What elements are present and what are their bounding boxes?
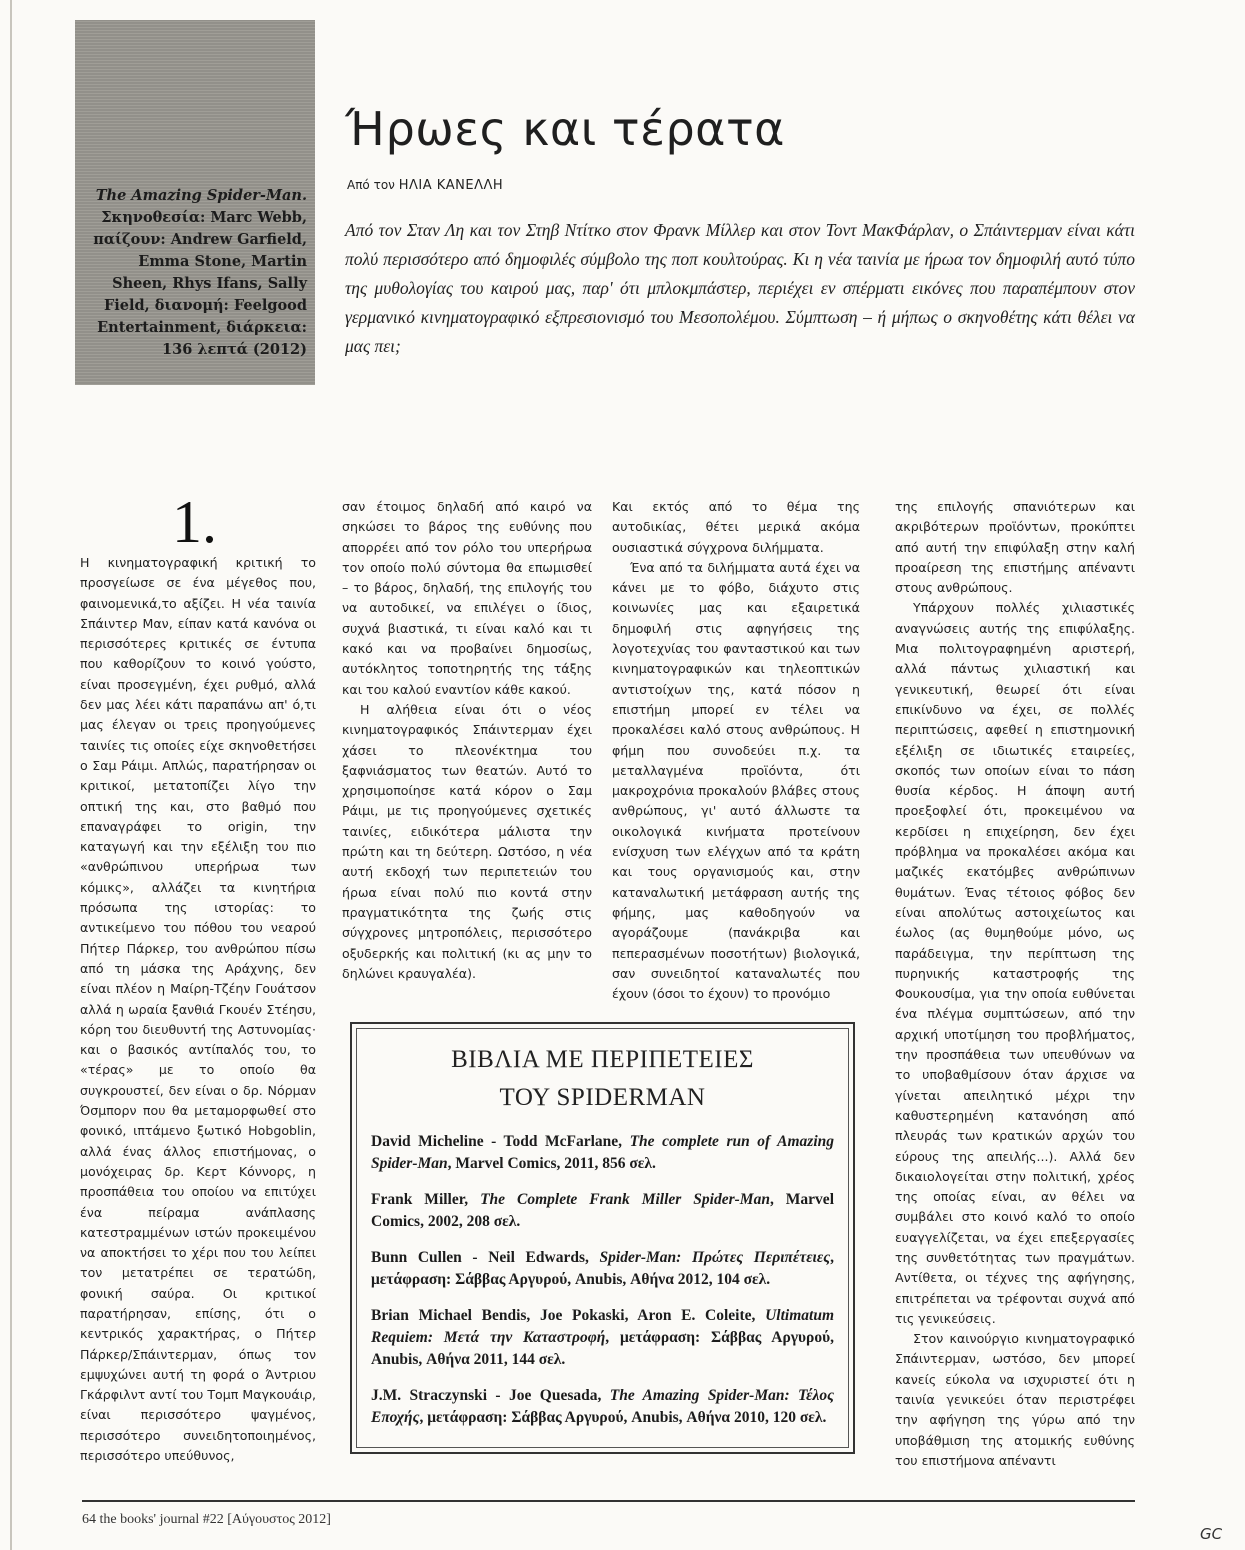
book-details: , μετάφραση: Σάββας Αργυρού, Anubis, Αθήνα 2011, 144 σελ. [371,1329,834,1368]
page-edge [10,0,12,1550]
scanner-mark: GC [1200,1525,1223,1543]
book-authors: David Micheline - Todd McFarlane, [371,1133,623,1150]
paragraph: Η αλήθεια είναι ότι ο νέος κινηματογραφικός Σπάιντερμαν έχει χάσει το πλεονέκτημα του ξαφνιάσματος των θεατών. Αυτό το χρησιμοποίησε κατά κόρον ο Σαμ Ράιμι, με τις προηγούμενες σχετικές ταινίες, ειδικότερα μάλιστα την πρώτη και τη δεύτερη. Ωστόσο, η νέα αυτή εκδοχή των περιπετειών του ήρωα είναι πολύ πιο κοντά στην πραγματικότητα της ζωής στις σύγχρονες μητροπόλεις, περισσότερο οξυδερκής και πολιτική (κι ας μην το δηλώνει κραυγαλέα). [342,701,592,981]
book-authors: J.M. Straczynski - Joe Quesada, [371,1387,602,1404]
book-entry [371,1131,834,1175]
book-authors: Frank Miller, [371,1191,469,1208]
book-details: , Marvel Comics, 2011, 856 σελ. [447,1155,656,1172]
film-title: The Amazing Spider-Man. [95,187,307,204]
paragraph: Υπάρχουν πολλές χιλιαστικές αναγνώσεις αυτής της επιφύλαξης. Μια πολιτογραφημένη αριστερή, αλλά πάντως χιλιαστική και γενικευτική, θεωρεί ότι είναι επικίνδυνο να έχει, σε πολλές περιπτώσεις, αφεθεί η επιστημονική εξέλιξη σε ιδιωτικές εταιρείες, σκοπός των οποίων είναι το πάση θυσία κέρδος. Η άποψη αυτή προεξοφλεί ότι, προκειμένου να κερδίσει η επιχείρηση, δεν έχει πρόβλημα να προκαλέσει ακόμα και μαζικές εκατόμβες ανθρώπινων θυμάτων. Ένας τέτοιος φόβος δεν είναι απολύτως αστοιχείωτος και έωλος (ας θυμηθούμε μόνο, ως παράδειγμα, την περίπτωση της πυρηνικής καταστροφής της Φουκουσίμα, για την οποία ευθύνεται ένα πλέγμα συμπτώσεων, από την αρχική υποτίμηση του προβλήματος, την προσπάθεια των υπευθύνων να το υποβαθμίσουν όταν άρχισε να γίνεται απειλητικό μέχρι την καθυστερημένη κατανόηση από πλευράς των κρατικών αρχών του εύρους της απειλής...). Αλλά δεν δικαιολογείται στην πολιτική, χρέος της οποίας είναι, αν θέλει να συμβάλει στο κοινό καλό το οποίο ευαγγελίζεται, να έχει επεξεργασίες της συνθετότητας των πραγμάτων. Αντίθετα, οι τέχνες της αφήγησης, επιτρέπεται να τρέφονται συχνά από τις γενικεύσεις. [895,600,1135,1326]
book-title: Spider-Man: Πρώτες Περιπέτειες [599,1249,831,1266]
book-list-title-line1: ΒΙΒΛΙΑ ΜΕ ΠΕΡΙΠΕΤΕΙΕΣ [451,1046,754,1073]
book-title: The complete run of Amazing Spider-Man [371,1133,834,1172]
book-details: , Marvel Comics, 2002, 208 σελ. [371,1191,834,1230]
book-authors: Bunn Cullen - Neil Edwards, [371,1249,589,1266]
byline [347,178,503,193]
section-number: 1. [172,489,217,555]
paragraph: Και εκτός από το θέμα της αυτοδικίας, θέτει μερικά ακόμα ουσιαστικά σύγχρονα διλήμματα. [612,499,860,555]
film-info-box [75,20,315,385]
book-authors: Brian Michael Bendis, Joe Pokaski, Aron E. Coleite, [371,1307,756,1324]
book-list-title [357,1041,848,1117]
film-credits: Σκηνοθεσία: Marc Webb, παίζουν: Andrew Garfield, Emma Stone, Martin Sheen, Rhys Ifans, Sally Field, διανομή: Feelgood Entertainment, διάρκεια: 136 λεπτά (2012) [93,209,307,358]
book-details: , μετάφραση: Σάββας Αργυρού, Anubis, Αθήνα 2010, 120 σελ. [419,1409,827,1426]
book-list-box [350,1022,855,1454]
book-list-title-line2: ΤΟΥ SPIDERMAN [499,1084,706,1111]
text-column-1 [80,553,316,1466]
paragraph: Η κινηματογραφική κριτική το προσγείωσε σε ένα μέγεθος που, φαινομενικά,το αξίζει. Η νέα ταινία Σπάιντερ Μαν, είπαν κατά κανόνα οι περισσότερες κριτικές σε έντυπα που καθορίζουν το κοινό γούστο, είναι προσεγμένη, έχει ρυθμό, αλλά δεν μας λέει κάτι παραπάνω απ' ό,τι μας έλεγαν οι τρεις προηγούμενες ταινίες τις οποίες είχε σκηνοθετήσει ο Σαμ Ράιμι. Απλώς, παρατήρησαν οι κριτικοί, μετατοπίζει λίγο την οπτική της και, στο βαθμό που επαναγράφει το origin, την καταγωγή και την εξέλιξη του πιο «ανθρώπινου υπερήρωα των κόμικς», αλλάζει τα κινητήρια πρόσωπα της ιστορίας: το αντικείμενο του πόθου του νεαρού Πήτερ Πάρκερ, του ανθρώπου πίσω από τη μάσκα της Αράχνης, δεν είναι πλέον η Μαίρη-Τζέην Γουάτσον αλλά η ωραία ξανθιά Γκουέν Στέησυ, κόρη του διευθυντή της Αστυνομίας· και ο βασικός αντίπαλός του, το «τέρας» με το οποίο θα συγκρουστεί, δεν είναι ο δρ. Νόρμαν Όσμπορν που θα μεταμορφωθεί στο φονικό, ιπτάμενο ξωτικό Hobgoblin, αλλά ένας άλλος επιστήμονας, ο μονόχειρας δρ. Κερτ Κόννορς, η προσπάθεια του οποίου να επιτύχει ένα πείραμα ανάπλασης κατεστραμμένων ιστών προκειμένου να αποκτήσει το χέρι που του λείπει τον μετατρέπει σε τερατώδη, φονική σαύρα. Οι κριτικοί παρατήρησαν, επίσης, ότι ο κεντρικός χαρακτήρας, ο Πήτερ Πάρκερ/Σπάιντερμαν, όπως τον εμψυχώνει αυτή τη φορά ο Άντριου Γκάρφιλντ αντί του Τομπ Μαγκουάιρ, είναι περισσότερο ψαγμένος, περισσότερο συνειδητοποιημένος, περισσότερο υπεύθυνος, [80,555,316,1464]
paragraph: Στον καινούργιο κινηματογραφικό Σπάιντερμαν, ωστόσο, δεν μπορεί κανείς εύκολα να ισχυριστεί ότι η ταινία γενικεύει όταν περιστρέφει την αφήγηση της γύρω από την υποβάθμιση της ατομικής ευθύνης του επιστήμονα απέναντι [895,1331,1135,1468]
paragraph: της επιλογής σπανιότερων και ακριβότερων προϊόντων, προκύπτει από αυτή την επιφύλαξη στην καλή προαίρεση της επιστήμης απέναντι στους ανθρώπους. [895,499,1135,596]
book-title: The Complete Frank Miller Spider-Man [480,1191,770,1208]
paragraph: σαν έτοιμος δηλαδή από καιρό να σηκώσει το βάρος της ευθύνης που απορρέει από τον ρόλο του υπερήρωα τον οποίο πολύ σύντομα θα επωμισθεί – το βάρος, δηλαδή, της επιλογής του να αυτοδικεί, να επιλέγει ο ίδιος, συχνά βιαστικά, τι είναι καλό και τι κακό και να προβαίνει δημοσίως, αυτόκλητος τοποτηρητής της τάξης και του καλού εναντίον κάθε κακού. [342,499,592,697]
film-info-text [81,185,307,361]
paragraph: Ένα από τα διλήμματα αυτά έχει να κάνει με το φόβο, διάχυτο στις κοινωνίες μας και εξαιρετικά δημοφιλή στις αφηγήσεις της λογοτεχνίας του φανταστικού και των κινηματογραφικών και τηλεοπτικών αντιστοίχων της, κατά πόσον η επιστήμη μπορεί εν τέλει να προκαλέσει καλό στους ανθρώπους. Η φήμη που συνοδεύει π.χ. τα μεταλλαγμένα προϊόντα, ότι μακροχρόνια προκαλούν βλάβες στους ανθρώπους, γι' αυτό άλλωστε τα οικολογικά κινήματα προτείνουν ενίσχυση των ελέγχων από τα κράτη και τους οργανισμούς και, στην καταναλωτική μετάφραση αυτής της φήμης, μας καθοδηγούν να αγοράζουμε (πανάκριβα και πεπερασμένων ποσοτήτων) βιολογικά, σαν συνειδητοί καταναλωτές που έχουν (όσοι το έχουν) το προνόμιο [612,559,860,1002]
article-lede: Από τον Σταν Λη και τον Στηβ Ντίτκο στον Φρανκ Μίλλερ και στον Τοντ ΜακΦάρλαν, ο Σπάιντερμαν είναι κάτι πολύ περισσότερο από δημοφιλές σύμβολο της ποπ κουλτούρας. Κι η νέα ταινία με ήρωα τον δημοφιλή αυτό τύπο της μυθολογίας του καιρού μας, παρ' ότι μπλοκμπάστερ, περιέχει εν σπέρματι εικόνες που παραπέμπουν στον γερμανικό κινηματογραφικό εξπρεσιονισμό του Μεσοπολέμου. Σύμπτωση – ή μήπως ο σκηνοθέτης κάτι θέλει να μας πει; [345,220,1135,356]
article-headline: Ήρωες και τέρατα [345,102,785,156]
text-column-2 [342,497,592,992]
book-entry [371,1305,834,1371]
book-list-inner-frame [356,1028,849,1448]
book-details: , μετάφραση: Σάββας Αργυρού, Anubis, Αθήνα 2012, 104 σελ. [371,1249,835,1288]
text-column-3 [612,497,860,1002]
book-entry [371,1247,834,1291]
text-column-4 [895,497,1135,1471]
book-title: Ultimatum Requiem: Μετά την Καταστροφή [371,1307,834,1346]
byline-prefix: Από τον [347,178,395,192]
book-entry [371,1385,834,1429]
page-footer: 64 the books' journal #22 [Αύγουστος 2012] [82,1512,331,1527]
book-title: The Amazing Spider-Man: Τέλος Εποχής [371,1387,834,1426]
footer-rule [82,1500,1135,1502]
book-entry [371,1189,834,1233]
byline-author: ΗΛΙΑ ΚΑΝΕΛΛΗ [398,178,504,193]
